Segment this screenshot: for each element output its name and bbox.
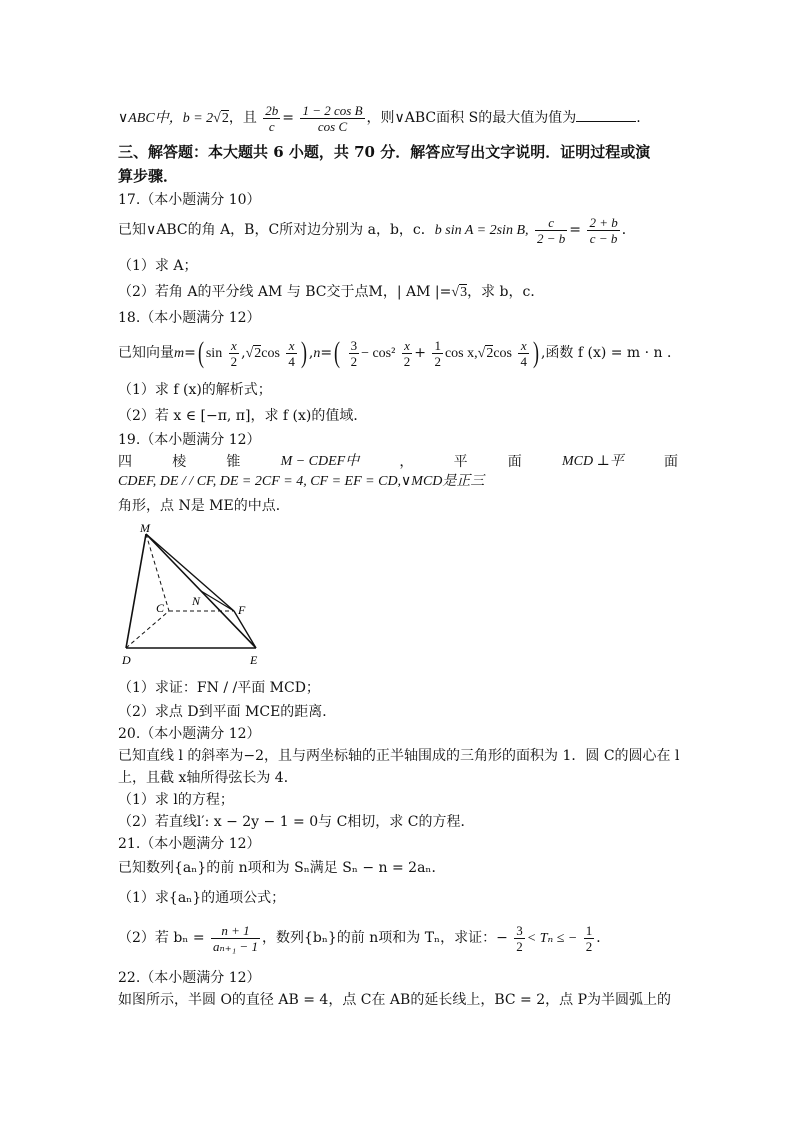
q20-stem1: 已知直线 l 的斜率为−2，且与两坐标轴的正半轴围成的三角形的面积为 1．圆 C的圆心在 l	[118, 748, 680, 764]
q22-header: 22.（本小题满分 12）	[118, 970, 261, 986]
q18-part1: （1）求 f (x)的解析式；	[118, 382, 272, 398]
fraction-2b-over-c: $\frac{2b}{c}$	[265, 102, 279, 134]
q18-part2: （2）若 x ∈ [−π, π]，求 f (x)的值域．	[118, 408, 368, 424]
q21-stem: 已知数列{aₙ}的前 n项和为 Sₙ满足 Sₙ − n = 2aₙ．	[118, 860, 446, 876]
q21-header: 21.（本小题满分 12）	[118, 836, 261, 852]
q19-stem-row2: CDEF, DE / / CF, DE = 2CF = 4, CF = EF = CD,∨MCD是正三	[118, 474, 485, 489]
q17-part1: （1）求 A；	[118, 258, 198, 274]
q21-part1: （1）求{aₙ}的通项公式；	[118, 890, 286, 906]
section-title: 三、解答题：本大题共 6 小题，共 70 分．解答应写出文字说明．证明过程或演	[118, 143, 651, 161]
q19-part1: （1）求证：FN / /平面 MCD；	[118, 680, 320, 696]
label-D: D	[122, 653, 131, 667]
section-title-cont: 算步骤．	[118, 167, 179, 185]
label-F: F	[238, 603, 246, 617]
answer-blank	[576, 107, 636, 122]
q19-part2: （2）求点 D到平面 MCE的距离．	[118, 704, 337, 720]
label-E: E	[250, 653, 258, 667]
q17-header: 17.（本小题满分 10）	[118, 192, 261, 208]
q20-stem2: 上，且截 x轴所得弦长为 4．	[118, 770, 298, 786]
q19-stem-row3: 角形，点 N是 ME的中点．	[118, 498, 290, 514]
q20-header: 20.（本小题满分 12）	[118, 726, 261, 742]
label-C: C	[156, 601, 165, 615]
label-N: N	[192, 594, 201, 608]
q22-stem: 如图所示，半圆 O的直径 AB = 4，点 C在 AB的延长线上，BC = 2，点 P为半圆弧上的	[118, 992, 671, 1008]
q20-part1: （1）求 l的方程；	[118, 792, 234, 808]
q17-stem: 已知∨ABC的角 A，B，C所对边分别为 a，b，c．b sin A = 2sin B, $\frac{c}{2 - b}$ = $\frac{2 + b}{c - b}$ ．	[118, 214, 636, 246]
q20-part2: （2）若直线l′: x − 2y − 1 = 0与 C相切，求 C的方程．	[118, 814, 475, 830]
pyramid-figure	[118, 522, 278, 670]
q18-stem: 已知向量m=( sin $\frac{x}{2}$ ,√2cos $\frac{x}{4}$ ) ,n=( $\frac{3}{2}$ − cos² $\frac{x}{2}$ + $\frac{1}{2}$ cos x,√2cos $\frac{x}{4}$ ) ,函数 f (x) = m · n ．	[118, 336, 682, 369]
q19-header: 19.（本小题满分 12）	[118, 432, 261, 448]
fraction-cosB-over-cosC: $\frac{\text{1 − 2 cos B}}{\text{cos C}}$	[302, 102, 363, 134]
q21-part2: （2）若 bₙ = $\frac{n + 1}{\text{aₙ₊₁ − 1}}$ ，数列{bₙ}的前 n项和为 Tₙ，求证：− $\frac{3}{2}$ < Tₙ ≤ − $\frac{1}{2}$ ．	[118, 922, 611, 954]
triangle-area-question: ∨ABC中，b = 2√2，且 $\frac{2b}{c}$ = $\frac{\text{1 − 2 cos B}}{\text{cos C}}$ ，则∨ABC面积 S的最大值为值为 .	[118, 102, 641, 134]
q19-stem-row1: 四 棱 锥 M − CDEF中 ， 平 面 MCD ⊥平 面	[118, 454, 678, 470]
q18-header: 18.（本小题满分 12）	[118, 310, 261, 326]
label-M: M	[140, 522, 150, 535]
q17-part2: （2）若角 A的平分线 AM 与 BC交于点M，| AM |=√3，求 b，c．	[118, 284, 545, 300]
